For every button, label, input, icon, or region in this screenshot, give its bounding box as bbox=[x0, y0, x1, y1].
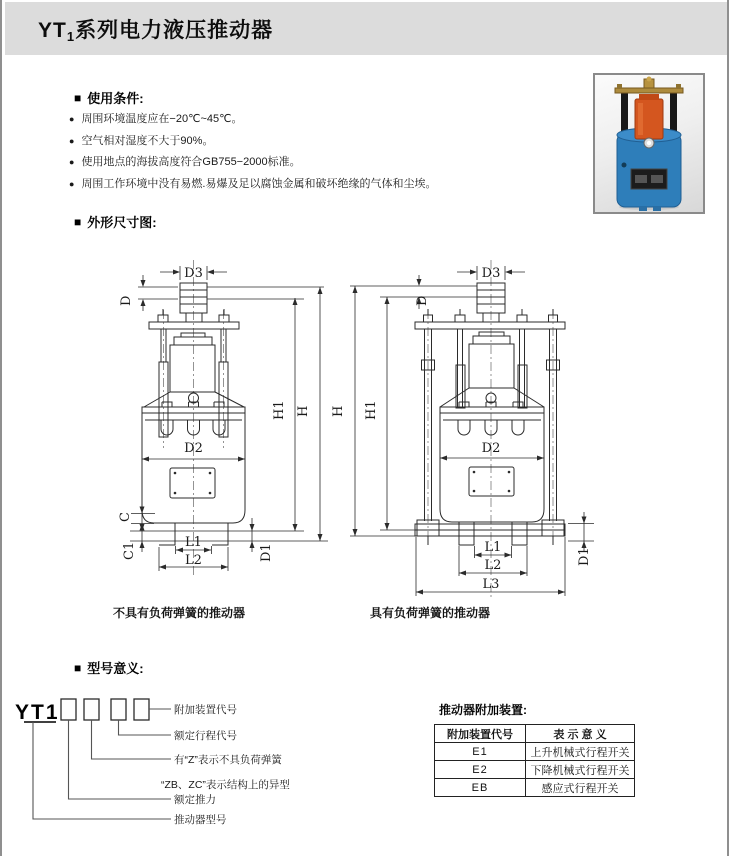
caption-with-spring: 具有负荷弹簧的推动器 bbox=[369, 606, 490, 620]
cell-code: EB bbox=[435, 779, 526, 797]
dim-label-d3: D3 bbox=[481, 266, 501, 281]
page-header bbox=[5, 2, 727, 55]
table-header-row bbox=[435, 725, 635, 743]
outline-dimension-drawings bbox=[42, 248, 702, 600]
dimensions-section-title: 外形尺寸图: bbox=[87, 215, 157, 230]
dim-label-d2: D2 bbox=[481, 441, 501, 456]
thruster-photo-illustration bbox=[595, 75, 703, 212]
accessories-table bbox=[434, 724, 635, 797]
dim-label-c1: C1 bbox=[122, 541, 137, 560]
dot-bullet-icon: ● bbox=[69, 114, 75, 124]
product-photo bbox=[593, 73, 705, 214]
square-bullet-icon: ■ bbox=[74, 660, 82, 675]
drawing-with-spring bbox=[331, 260, 594, 598]
model-label-thruster-model: 推动器型号 bbox=[174, 814, 227, 826]
list-item bbox=[69, 131, 569, 153]
dim-label-d3: D3 bbox=[184, 266, 203, 281]
dim-label-h: H bbox=[296, 405, 311, 417]
dot-bullet-icon: ● bbox=[69, 157, 75, 167]
cell-meaning: 上升机械式行程开关 bbox=[526, 743, 635, 761]
model-label-accessory-code: 附加装置代号 bbox=[174, 704, 237, 716]
list-item bbox=[69, 174, 569, 196]
dim-label-c: C bbox=[118, 512, 133, 522]
usage-conditions-list bbox=[69, 109, 569, 195]
model-code: YT1 bbox=[15, 701, 60, 724]
dim-label-l3: L3 bbox=[482, 577, 500, 592]
usage-section-heading bbox=[74, 88, 144, 107]
dot-bullet-icon: ● bbox=[69, 178, 75, 189]
table-row bbox=[435, 779, 635, 797]
dim-label-h1: H1 bbox=[364, 400, 379, 420]
cell-meaning: 感应式行程开关 bbox=[526, 779, 635, 797]
cell-meaning: 下降机械式行程开关 bbox=[526, 761, 635, 779]
model-section-heading bbox=[74, 658, 144, 677]
dim-label-d1: D1 bbox=[259, 543, 274, 562]
dim-label-d2: D2 bbox=[184, 441, 203, 456]
list-item-text: 周围环境温度应在−20℃~45℃。 bbox=[81, 113, 243, 125]
square-bullet-icon: ■ bbox=[74, 214, 82, 229]
cell-code: E1 bbox=[435, 743, 526, 761]
column-header-code: 附加装置代号 bbox=[435, 725, 526, 743]
list-item bbox=[69, 109, 569, 131]
usage-section-title: 使用条件: bbox=[87, 91, 144, 106]
title-subscript: 1 bbox=[66, 29, 76, 44]
table-row bbox=[435, 761, 635, 779]
dimensions-section-heading bbox=[74, 212, 157, 231]
accessories-table-title: 推动器附加装置: bbox=[439, 703, 527, 717]
list-item bbox=[69, 152, 569, 174]
model-label-rated-thrust: 额定推力 bbox=[174, 794, 216, 806]
model-section-title: 型号意义: bbox=[87, 661, 144, 676]
title-rest: 系列电力液压推动器 bbox=[75, 19, 274, 42]
model-label-zb-zc-meaning: “ZB、ZC”表示结构上的异型 bbox=[161, 779, 290, 791]
model-label-stroke-code: 额定行程代号 bbox=[174, 730, 237, 742]
cell-code: E2 bbox=[435, 761, 526, 779]
square-bullet-icon: ■ bbox=[74, 90, 82, 105]
dim-label-d: D bbox=[119, 295, 134, 306]
page-title bbox=[5, 2, 727, 44]
dim-label-l1: L1 bbox=[484, 540, 502, 555]
dim-label-h1: H1 bbox=[272, 400, 287, 420]
list-item-text: 空气相对湿度不大于90%。 bbox=[81, 134, 214, 147]
caption-without-spring: 不具有负荷弹簧的推动器 bbox=[112, 606, 245, 620]
title-prefix: YT bbox=[38, 19, 67, 42]
drawing-without-spring bbox=[118, 260, 328, 578]
table-row bbox=[435, 743, 635, 761]
dim-label-l2: L2 bbox=[484, 558, 502, 573]
model-code-diagram bbox=[2, 690, 402, 840]
list-item-text: 周围工作环境中没有易燃.易爆及足以腐蚀金属和破坏绝缘的气体和尘埃。 bbox=[81, 177, 437, 190]
dim-label-h: H bbox=[331, 405, 346, 417]
list-item-text: 使用地点的海拔高度符合GB755−2000标准。 bbox=[81, 156, 301, 168]
column-header-meaning: 表 示 意 义 bbox=[526, 725, 635, 743]
dim-label-l1: L1 bbox=[185, 535, 202, 550]
dim-label-d1: D1 bbox=[577, 547, 592, 566]
dim-label-l2: L2 bbox=[185, 553, 202, 568]
dot-bullet-icon: ● bbox=[69, 135, 75, 146]
model-label-z-meaning: 有“Z”表示不具负荷弹簧 bbox=[174, 754, 282, 766]
dim-label-d: D bbox=[415, 295, 430, 306]
